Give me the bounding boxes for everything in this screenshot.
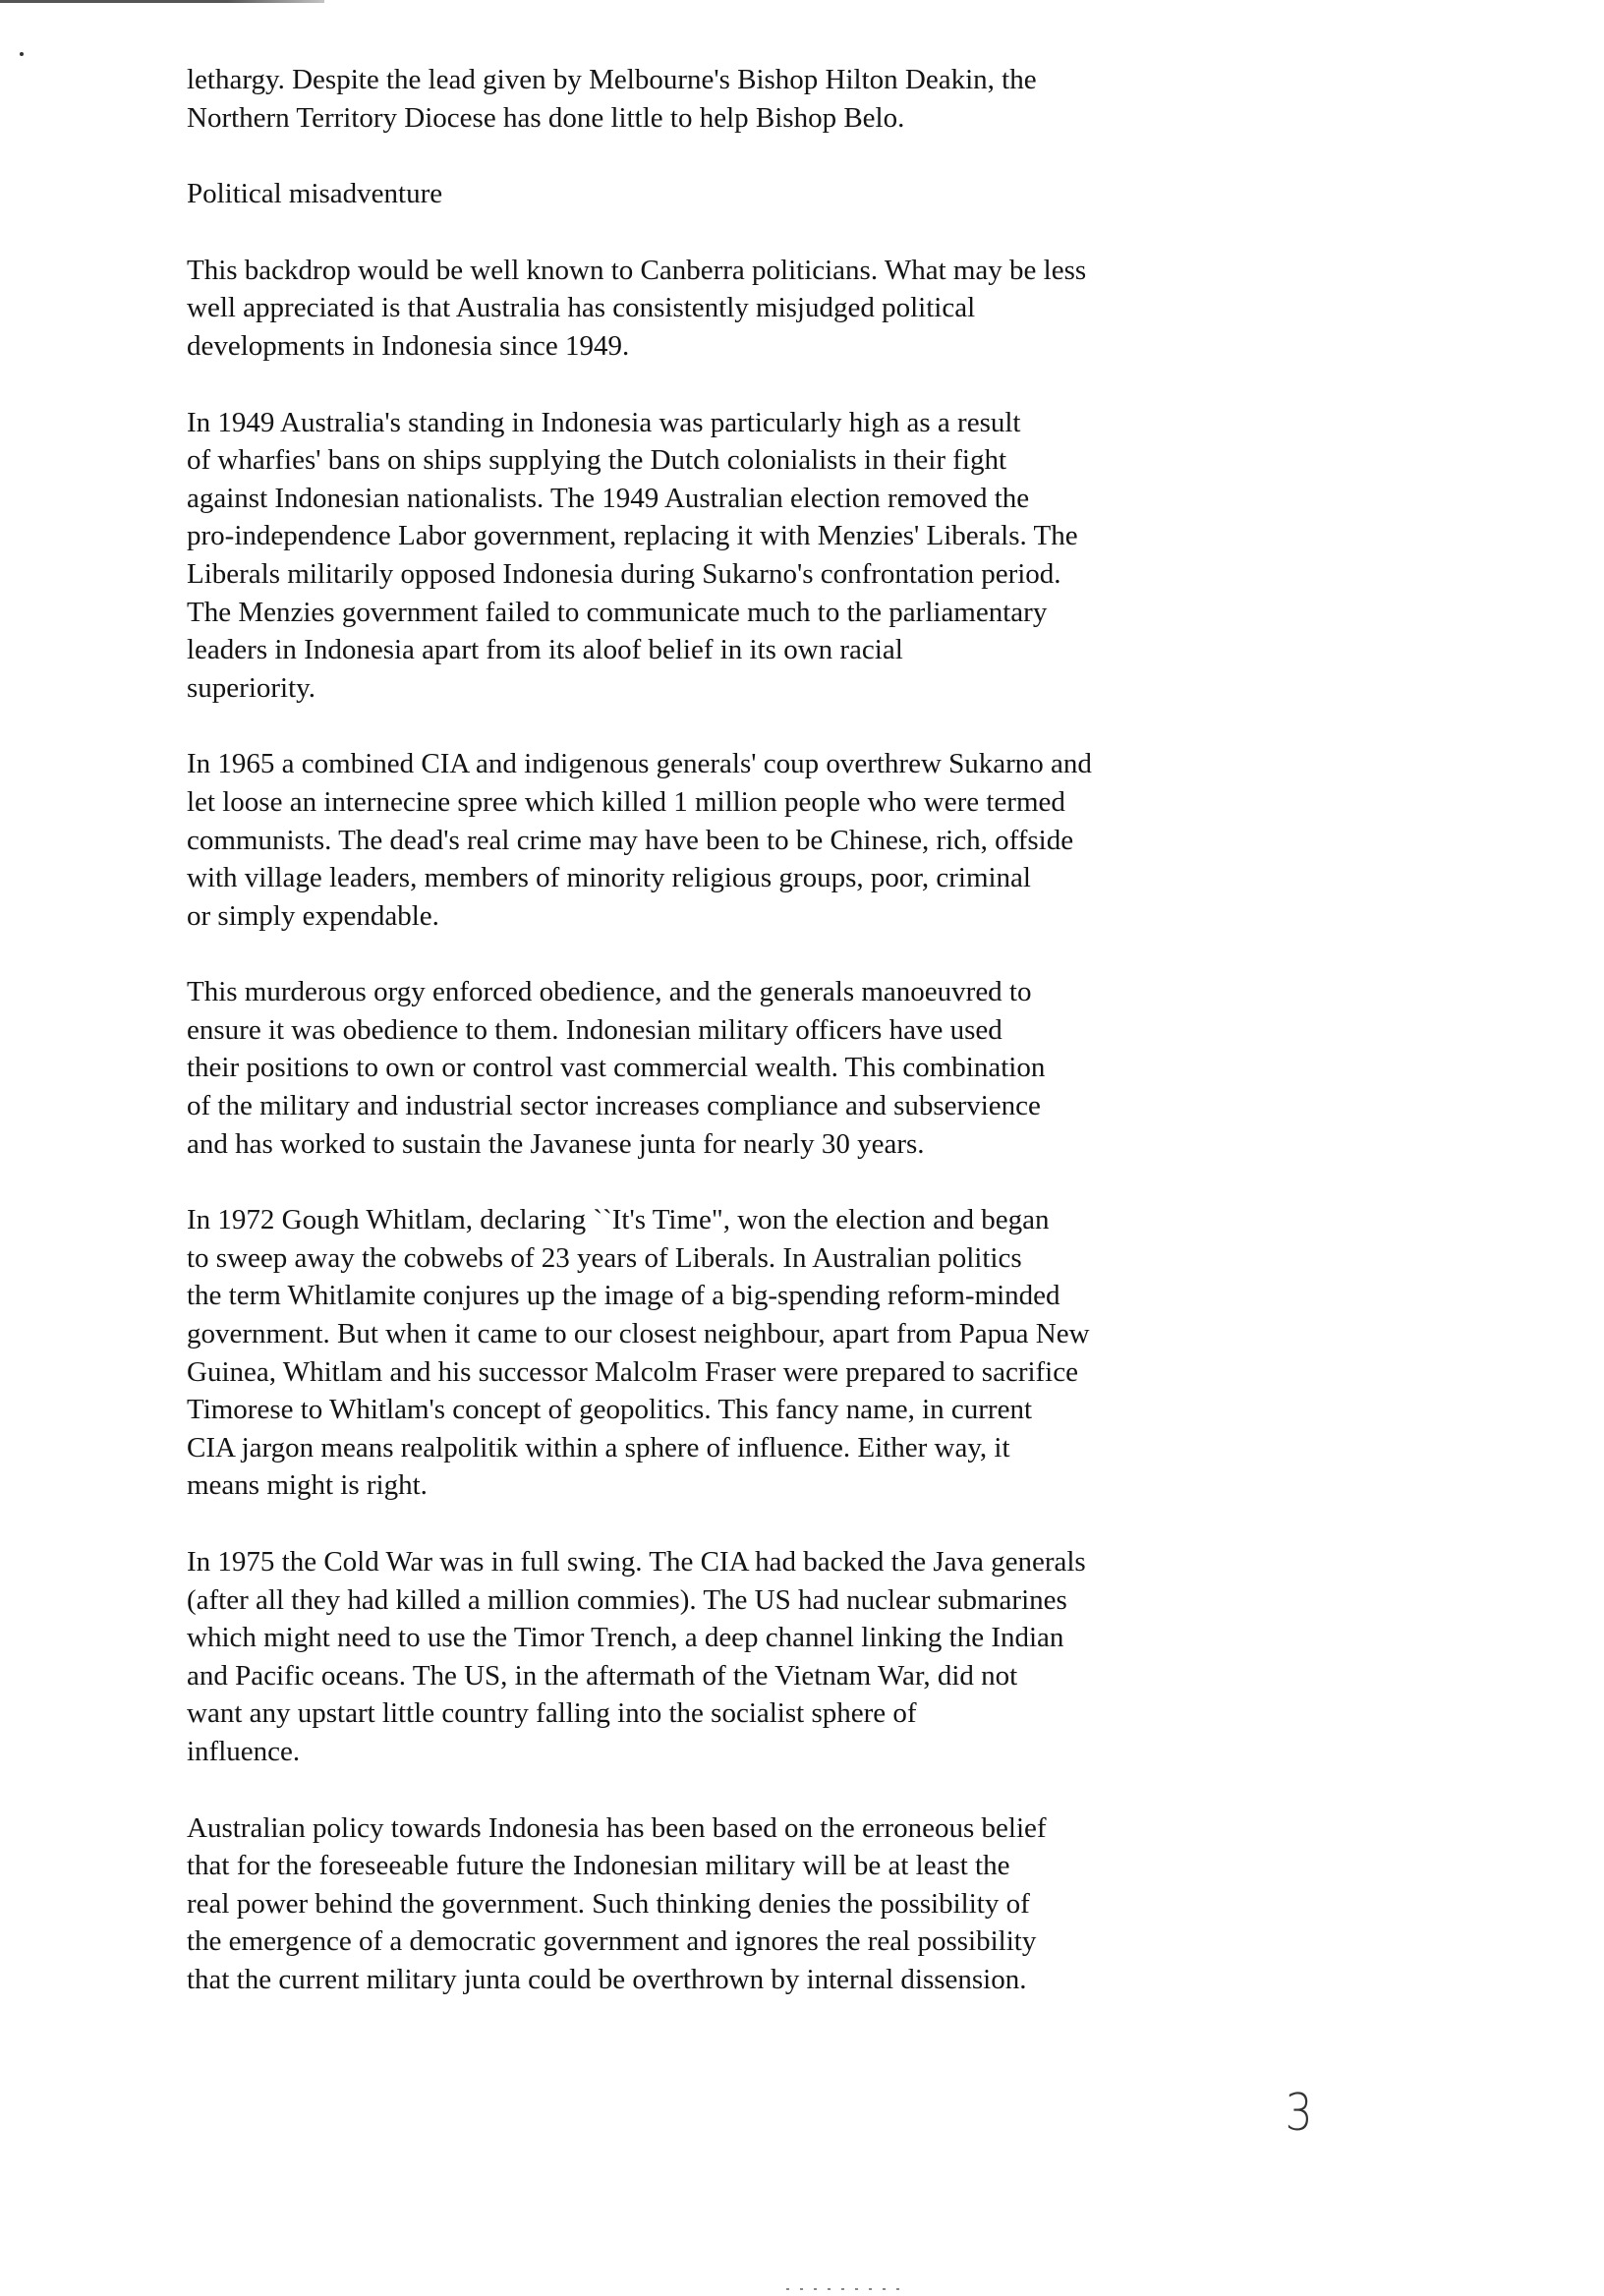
text-line: and Pacific oceans. The US, in the aftermath of the Vietnam War, did not [187,1659,1018,1692]
paragraph-policy [187,1809,1327,1999]
text-line: communists. The dead's real crime may have been to be Chinese, rich, offside [187,824,1074,856]
text-line: Timorese to Whitlam's concept of geopolitics. This fancy name, in current [187,1394,1033,1426]
text-line: In 1975 the Cold War was in full swing. The CIA had backed the Java generals [187,1546,1086,1578]
text-line: In 1949 Australia's standing in Indonesia was particularly high as a result [187,406,1021,438]
document-page [187,61,1327,2038]
text-line: CIA jargon means realpolitik within a sphere of influence. Either way, it [187,1431,1010,1464]
text-line: to sweep away the cobwebs of 23 years of Liberals. In Australian politics [187,1241,1022,1274]
text-line: influence. [187,1735,301,1767]
text-line: or simply expendable. [187,899,439,932]
text-line: of wharfies' bans on ships supplying the Dutch colonialists in their fight [187,444,1007,477]
paragraph-1972 [187,1201,1327,1505]
scan-edge-mark [0,0,324,3]
text-line: developments in Indonesia since 1949. [187,329,630,362]
page-number: 3 [1285,2084,1313,2143]
text-line: with village leaders, members of minority religious groups, poor, criminal [187,862,1031,894]
text-line: government. But when it came to our closest neighbour, apart from Papua New [187,1318,1090,1350]
text-line: well appreciated is that Australia has consistently misjudged political [187,292,976,324]
text-line: real power behind the government. Such thinking denies the possibility of [187,1887,1030,1920]
text-line: Northern Territory Diocese has done little to help Bishop Belo. [187,101,905,134]
scan-dot-mark [20,52,24,56]
text-line: that the current military junta could be overthrown by internal dissension. [187,1963,1027,1995]
text-line: of the military and industrial sector increases compliance and subservience [187,1090,1041,1122]
text-line: Australian policy towards Indonesia has been based on the erroneous belief [187,1811,1047,1844]
text-line: This backdrop would be well known to Canberra politicians. What may be less [187,254,1087,286]
paragraph-1975 [187,1543,1327,1771]
text-line: against Indonesian nationalists. The 1949 Australian election removed the [187,482,1030,514]
text-line: superiority. [187,671,316,704]
text-line: leaders in Indonesia apart from its aloof belief in its own racial [187,634,903,666]
text-line: pro-independence Labor government, replacing it with Menzies' Liberals. The [187,520,1078,552]
paragraph-continuation [187,61,1327,137]
text-line: let loose an internecine spree which killed 1 million people who were termed [187,785,1065,818]
paragraph-1965 [187,745,1327,935]
text-line: This murderous orgy enforced obedience, and the generals manoeuvred to [187,976,1032,1008]
text-line: In 1972 Gough Whitlam, declaring ``It's Time", won the election and began [187,1204,1050,1236]
text-line: Liberals militarily opposed Indonesia during Sukarno's confrontation period. [187,557,1061,590]
text-line: Guinea, Whitlam and his successor Malcolm Fraser were prepared to sacrifice [187,1355,1078,1388]
text-line: In 1965 a combined CIA and indigenous generals' coup overthrew Sukarno and [187,748,1092,780]
text-line: the term Whitlamite conjures up the image of a big-spending reform-minded [187,1280,1060,1312]
heading-text: Political misadventure [187,178,443,210]
text-line: lethargy. Despite the lead given by Melbourne's Bishop Hilton Deakin, the [187,64,1037,95]
paragraph-obedience [187,973,1327,1163]
paragraph-1949 [187,404,1327,708]
scan-bottom-mark [786,2288,904,2290]
text-line: and has worked to sustain the Javanese junta for nearly 30 years. [187,1127,925,1160]
text-line: want any upstart little country falling into the socialist sphere of [187,1697,917,1730]
paragraph-backdrop [187,252,1327,366]
text-line: the emergence of a democratic government and ignores the real possibility [187,1925,1037,1958]
text-line: that for the foreseeable future the Indonesian military will be at least the [187,1850,1010,1882]
text-line: The Menzies government failed to communicate much to the parliamentary [187,596,1048,628]
text-line: ensure it was obedience to them. Indonesian military officers have used [187,1013,1002,1046]
text-line: their positions to own or control vast commercial wealth. This combination [187,1052,1046,1084]
text-line: which might need to use the Timor Trench, a deep channel linking the Indian [187,1622,1064,1654]
section-heading [187,175,1327,213]
text-line: means might is right. [187,1469,428,1502]
text-line: (after all they had killed a million commies). The US had nuclear submarines [187,1583,1067,1616]
